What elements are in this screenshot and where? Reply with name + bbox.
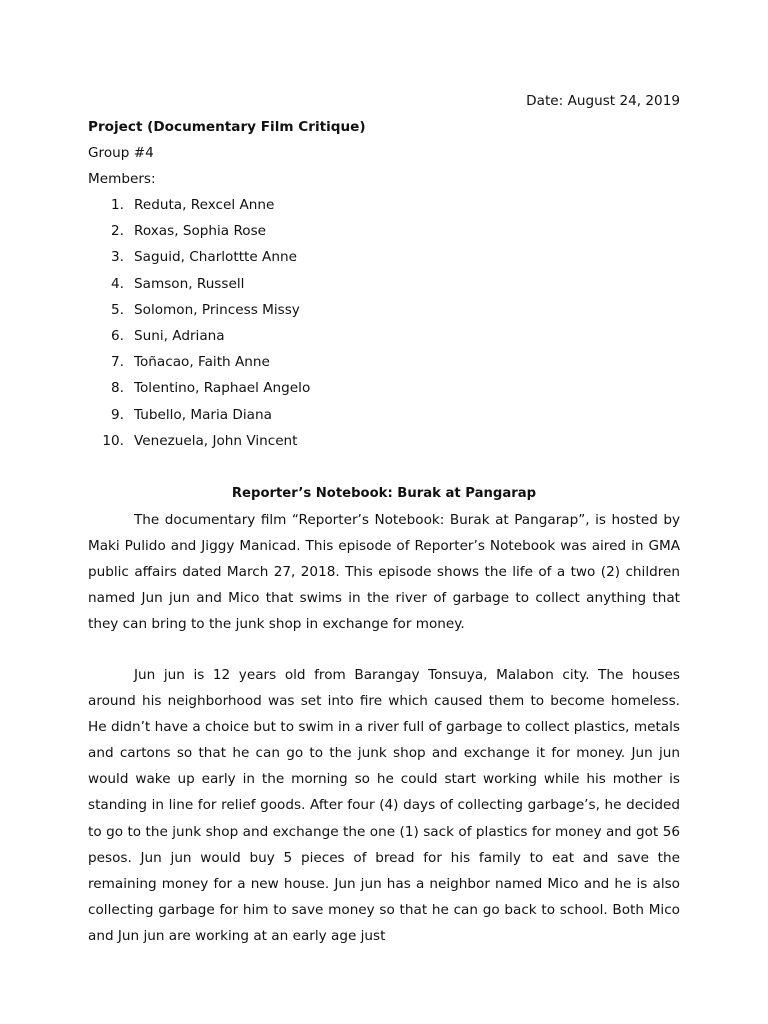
project-header	[88, 117, 680, 457]
member-name: Venezuela, John Vincent	[134, 432, 298, 449]
member-item	[88, 405, 680, 431]
member-item	[88, 247, 680, 273]
member-name: Reduta, Rexcel Anne	[134, 197, 275, 213]
members-list	[88, 195, 680, 457]
member-name: Samson, Russell	[134, 275, 245, 292]
member-name: Suni, Adriana	[134, 327, 225, 344]
member-number: 7.	[111, 354, 124, 371]
member-name: Roxas, Sophia Rose	[134, 223, 267, 240]
member-item	[88, 378, 680, 404]
member-name: Toñacao, Faith Anne	[134, 354, 270, 371]
member-item	[88, 352, 680, 378]
member-item	[88, 326, 680, 352]
document-date: Date: August 24, 2019	[526, 93, 680, 109]
group-label: Group #4	[88, 145, 154, 161]
member-item	[88, 274, 680, 300]
member-number: 9.	[111, 406, 124, 423]
member-number: 2.	[111, 223, 124, 240]
member-number: 6.	[111, 327, 124, 344]
member-name: Tolentino, Raphael Angelo	[134, 380, 311, 397]
member-number: 10.	[102, 432, 124, 449]
body-paragraph: Jun jun is 12 years old from Barangay Tonsuya, Malabon city. The houses around his neighborhood was set into fire which caused them to become homeless. He didn’t have a choice but to swim in a river full of garbage to collect plastics, metals and cartons so that he can go to the junk shop and exchange it for money. Jun jun would wake up early in the morning so he could start working while his mother is standing in line for relief goods. After four (4) days of collecting garbage’s, he decided to go to the junk shop and exchange the one (1) sack of plastics for money and got 56 pesos. Jun jun would buy 5 pieces of bread for his family to eat and save the remaining money for a new house. Jun jun has a neighbor named Mico and he is also collecting garbage for him to save money so that he can go back to school. Both Mico and Jun jun are working at an early age just	[88, 667, 680, 944]
member-item	[88, 221, 680, 247]
member-number: 1.	[111, 197, 124, 213]
members-label: Members:	[88, 171, 156, 187]
member-name: Tubello, Maria Diana	[134, 406, 272, 423]
member-name: Solomon, Princess Missy	[134, 301, 300, 318]
member-number: 4.	[111, 275, 124, 292]
member-item	[88, 195, 680, 221]
project-title: Project (Documentary Film Critique)	[88, 119, 366, 135]
member-number: 5.	[111, 301, 124, 318]
member-name: Saguid, Charlottte Anne	[134, 249, 297, 266]
film-title-heading: Reporter’s Notebook: Burak at Pangarap	[231, 486, 537, 501]
member-item	[88, 431, 680, 457]
member-number: 8.	[111, 380, 124, 397]
member-item	[88, 300, 680, 326]
member-number: 3.	[111, 249, 124, 266]
body-paragraph: The documentary film “Reporter’s Notebook: Burak at Pangarap”, is hosted by Maki Pulido and Jiggy Manicad. This episode of Reporter’s Notebook was aired in GMA public affairs dated March 27, 2018. This episode shows the life of a two (2) children named Jun jun and Mico that swims in the river of garbage to collect anything that they can bring to the junk shop in exchange for money.	[88, 512, 680, 633]
